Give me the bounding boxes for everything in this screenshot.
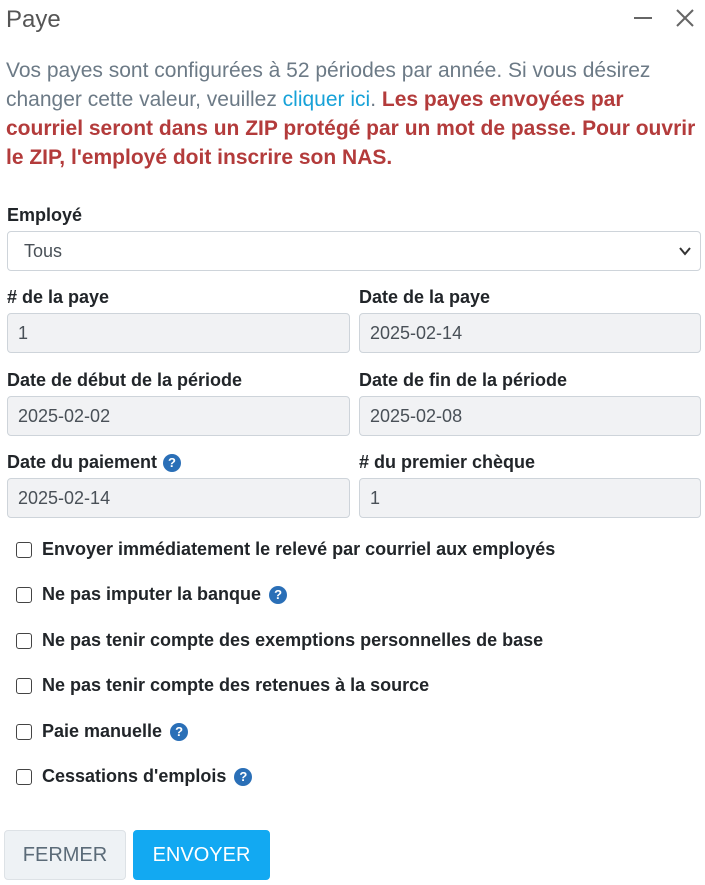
option-label: Ne pas imputer la banque — [42, 584, 262, 604]
dialog-title: Paye — [6, 6, 61, 33]
pay-number-field[interactable]: 1 — [7, 313, 350, 353]
pay-number-label: # de la paye — [7, 287, 110, 307]
checkbox[interactable] — [16, 633, 32, 649]
chevron-down-icon — [678, 244, 692, 258]
help-icon[interactable]: ? — [269, 586, 287, 604]
help-icon[interactable]: ? — [163, 454, 181, 472]
checkbox[interactable] — [16, 724, 32, 740]
dialog-header — [0, 0, 705, 40]
zip-warning: Les payes envoyées par courriel seront dans un ZIP protégé par un mot de passe. Pour ouvrir le ZIP, l'employé doit inscrire son NAS. — [6, 88, 696, 169]
payment-date-label: Date du paiement — [7, 452, 158, 472]
payment-date-field[interactable]: 2025-02-14 — [7, 478, 350, 518]
option-no-withholding[interactable] — [16, 675, 429, 696]
first-cheque-field[interactable]: 1 — [359, 478, 701, 518]
period-start-label: Date de début de la période — [7, 370, 243, 390]
option-send-email[interactable] — [16, 539, 555, 560]
option-label: Ne pas tenir compte des retenues à la source — [42, 675, 430, 695]
option-label: Cessations d'emplois — [42, 766, 227, 786]
help-icon[interactable]: ? — [234, 768, 252, 786]
employee-label: Employé — [7, 205, 83, 225]
intro-text-before: Vos payes sont configurées à 52 périodes par année. Si vous désirez changer cette valeur, veuillez — [6, 59, 651, 111]
checkbox[interactable] — [16, 678, 32, 694]
checkbox[interactable] — [16, 587, 32, 603]
intro-text — [6, 56, 698, 172]
option-label: Ne pas tenir compte des exemptions personnelles de base — [42, 630, 544, 650]
checkbox[interactable] — [16, 542, 32, 558]
option-no-exemptions[interactable] — [16, 630, 543, 651]
checkbox[interactable] — [16, 769, 32, 785]
option-terminations[interactable] — [16, 766, 252, 787]
first-cheque-label: # du premier chèque — [359, 452, 536, 472]
option-manual-pay[interactable] — [16, 721, 188, 742]
close-button[interactable]: FERMER — [4, 830, 126, 880]
employee-select-value: Tous — [24, 241, 63, 261]
pay-date-field[interactable]: 2025-02-14 — [359, 313, 701, 353]
minimize-icon[interactable] — [629, 4, 657, 32]
change-periods-link[interactable]: cliquer ici — [282, 88, 371, 111]
close-icon[interactable] — [671, 4, 699, 32]
period-end-label: Date de fin de la période — [359, 370, 568, 390]
payment-date-label-group — [7, 452, 181, 473]
period-start-field[interactable]: 2025-02-02 — [7, 396, 350, 436]
help-icon[interactable]: ? — [170, 723, 188, 741]
send-button[interactable]: ENVOYER — [133, 830, 270, 880]
option-no-bank[interactable] — [16, 584, 287, 605]
period-end-field[interactable]: 2025-02-08 — [359, 396, 701, 436]
intro-text-after: . — [370, 88, 382, 111]
pay-date-label: Date de la paye — [359, 287, 491, 307]
option-label: Paie manuelle — [42, 721, 163, 741]
option-label: Envoyer immédiatement le relevé par courriel aux employés — [42, 539, 556, 559]
employee-select[interactable] — [7, 231, 701, 271]
